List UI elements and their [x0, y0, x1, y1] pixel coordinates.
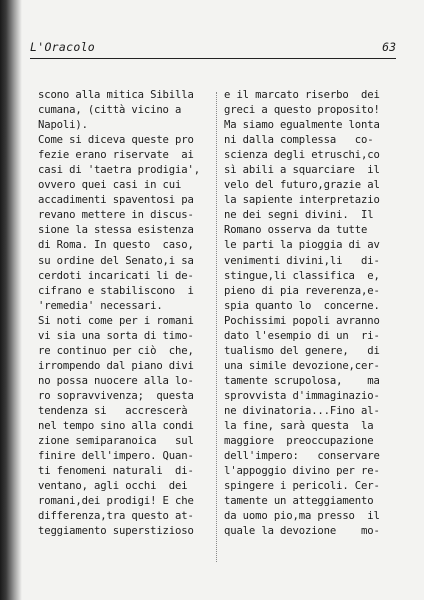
text-line: tendenza si accrescerà	[38, 404, 188, 417]
text-line: irrompendo dal piano divi	[38, 359, 194, 372]
text-line: tamente un atteggiamento	[224, 495, 374, 508]
text-line: zione semiparanoica sul	[38, 435, 194, 448]
text-line: cumana, (città vicino a	[38, 104, 182, 117]
text-line: finire dell'impero. Quan-	[38, 450, 194, 463]
text-line: venimenti divini,li di-	[224, 254, 380, 267]
text-line: ro sopravvivenza; questa	[38, 389, 194, 402]
text-line: greci a questo proposito!	[224, 104, 380, 117]
text-line: cifrano e stabiliscono i	[38, 284, 194, 297]
text-line: 'remedia' necessari.	[38, 299, 163, 312]
text-line: ovvero quei casi in cui	[38, 179, 182, 192]
text-line: la sapiente interpretazio	[224, 194, 380, 207]
text-line: stingue,li classifica e,	[224, 269, 380, 282]
text-line: ni dalla complessa co-	[224, 134, 374, 147]
text-line: fezie erano riservate ai	[38, 149, 194, 162]
text-line: velo del futuro,grazie al	[224, 179, 380, 192]
column-divider	[216, 92, 217, 562]
text-line: scono alla mitica Sibilla	[38, 89, 194, 101]
text-line: spia quanto lo concerne.	[224, 299, 380, 312]
text-line: sione la stessa esistenza	[38, 224, 194, 237]
text-line: la fine, sarà questa la	[224, 420, 374, 433]
text-line: e il marcato riserbo dei	[224, 89, 380, 101]
text-line: Si noti come per i romani	[38, 314, 194, 327]
text-line: maggiore preoccupazione	[224, 435, 374, 448]
text-line: dato l'esempio di un ri-	[224, 329, 380, 342]
header-rule	[30, 58, 396, 59]
right-text-column	[224, 88, 396, 539]
text-line: no possa nuocere alla lo-	[38, 374, 194, 387]
text-line: nel tempo sino alla condi	[38, 420, 194, 433]
text-line: le parti la pioggia di av	[224, 239, 380, 252]
text-line: ventano, agli occhi dei	[38, 480, 188, 493]
text-line: sprovvista d'immaginazio-	[224, 389, 380, 402]
running-title: L'Oracolo	[30, 40, 96, 54]
text-line: Come si diceva queste pro	[38, 134, 194, 147]
text-line: Napoli).	[38, 119, 88, 132]
text-line: spingere i pericoli. Cer-	[224, 480, 380, 493]
text-line: dell'impero: conservare	[224, 450, 380, 463]
text-line: teggiamento superstizioso	[38, 525, 194, 538]
text-line: pieno di pia reverenza,e-	[224, 284, 380, 297]
text-line: tamente scrupolosa, ma	[224, 374, 380, 387]
text-line: cerdoti incaricati li de-	[38, 269, 194, 282]
text-line: romani,dei prodigi! E che	[38, 495, 194, 508]
text-line: ne divinatoria...Fino al-	[224, 404, 380, 417]
text-line: Pochissimi popoli avranno	[224, 314, 380, 327]
left-text-column	[38, 88, 214, 539]
page-number: 63	[382, 40, 396, 54]
text-line: sì abili a squarciare il	[224, 164, 380, 177]
text-line: l'appoggio divino per re-	[224, 465, 380, 478]
text-line: scienza degli etruschi,co	[224, 149, 380, 162]
text-line: accadimenti spaventosi pa	[38, 194, 194, 207]
text-line: re continuo per ciò che,	[38, 344, 194, 357]
text-line: tualismo del genere, di	[224, 344, 380, 357]
text-line: Ma siamo egualmente lonta	[224, 119, 380, 132]
text-line: differenza,tra questo at-	[38, 510, 194, 523]
text-line: da uomo pio,ma presso il	[224, 510, 380, 523]
text-line: vi sia una sorta di timo-	[38, 329, 194, 342]
text-line: revano mettere in discus-	[38, 209, 194, 222]
text-line: Romano osserva da tutte	[224, 224, 368, 237]
text-line: di Roma. In questo caso,	[38, 239, 194, 252]
text-line: ti fenomeni naturali di-	[38, 465, 194, 478]
text-line: su ordine del Senato,i sa	[38, 254, 194, 267]
text-line: casi di 'taetra prodigia',	[38, 164, 200, 177]
text-line: quale la devozione mo-	[224, 525, 380, 538]
text-line: una simile devozione,cer-	[224, 359, 380, 372]
text-line: ne dei segni divini. Il	[224, 209, 374, 222]
page-header	[30, 40, 396, 58]
page-gutter-shadow	[0, 0, 22, 600]
